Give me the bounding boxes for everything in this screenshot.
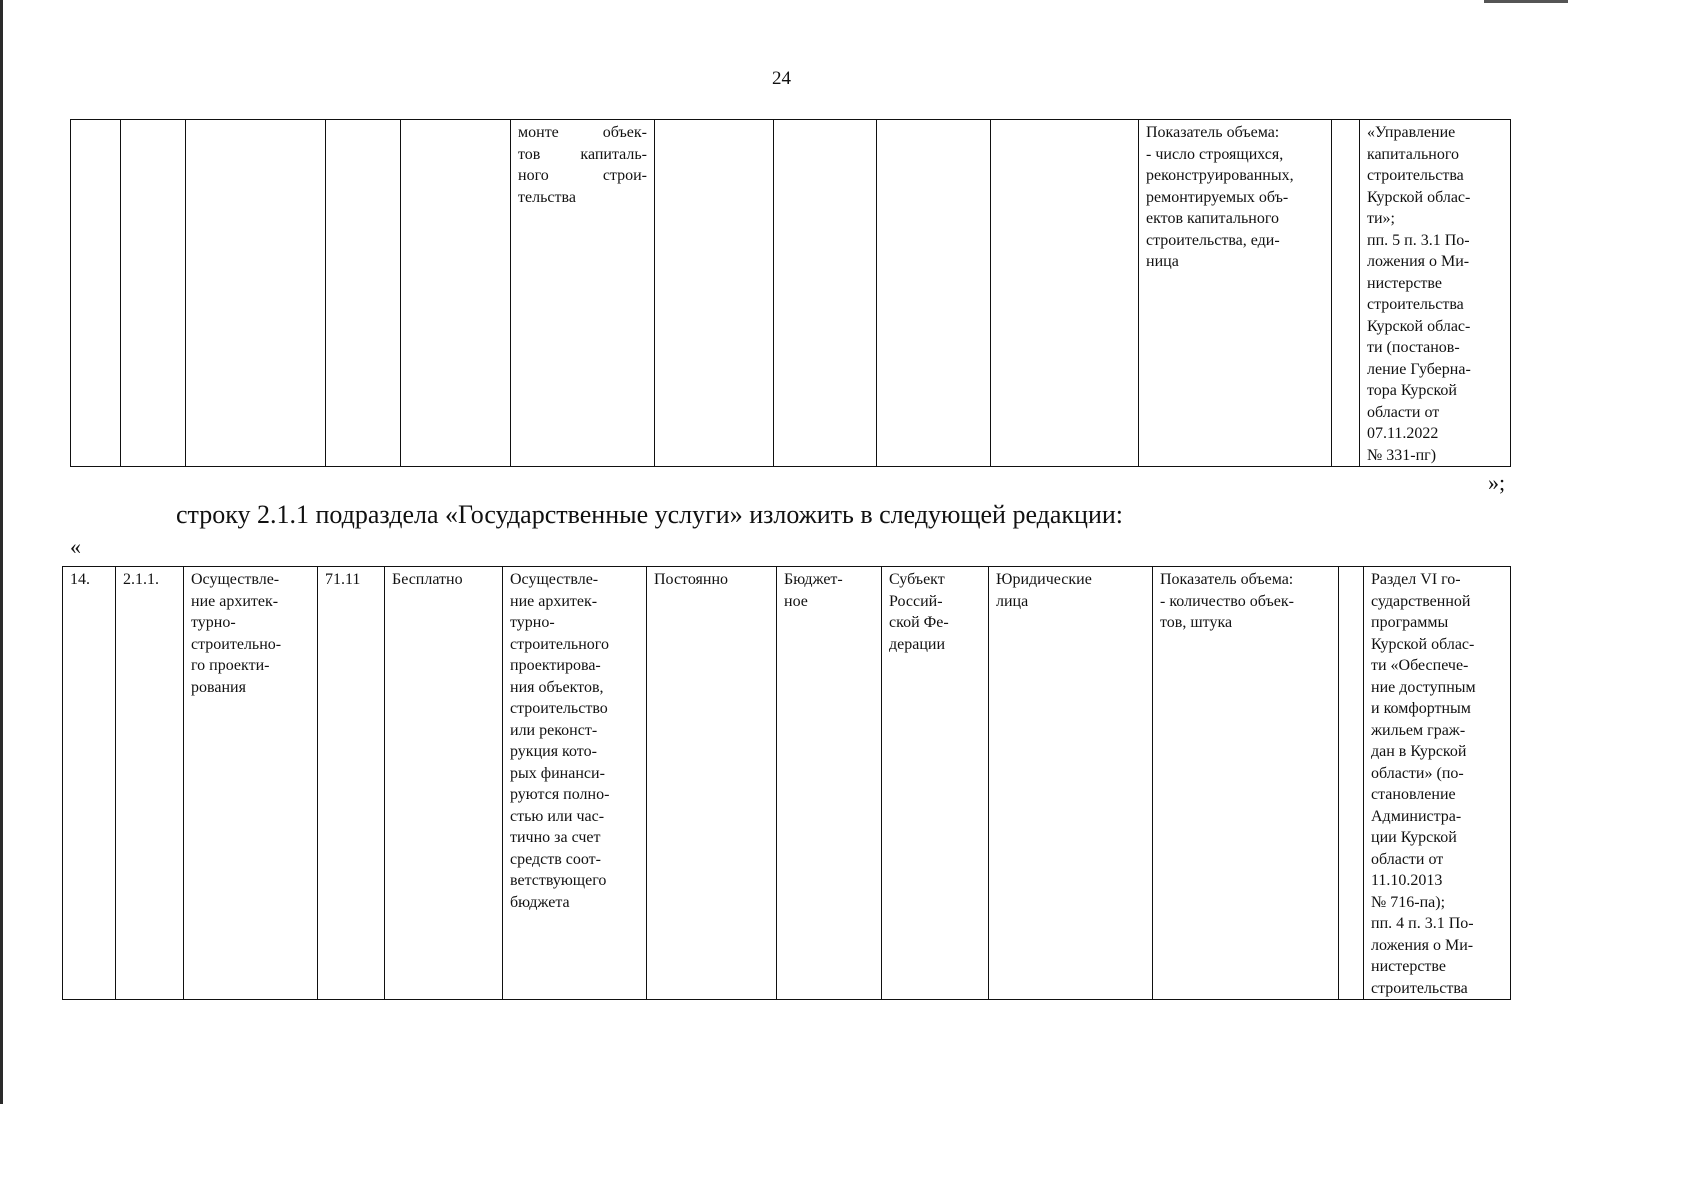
- cell-basis: Раздел VI го- сударственной программы Курской облас- ти «Обеспече- ние доступным и комфортным жильем граж- дан в Курской области» (по- становление Администра- ции Курской области от 11.10.2013 № 716-па); пп. 4 п. 3.1 По- ложения о Ми- нистерстве строительства: [1364, 567, 1511, 1000]
- cell-content: Осуществле- ние архитек- турно- строительного проектирова- ния объектов, строительство или реконст- рукция кото- рых финанси- руются полно- стью или час- тично за счет средств соот- ветствующего бюджета: [503, 567, 647, 1000]
- instruction-text: строку 2.1.1 подраздела «Государственные услуги» изложить в следующей редакции:: [176, 500, 1124, 529]
- cell-period: [655, 120, 774, 467]
- scan-border-left: [0, 0, 3, 1104]
- cell-name: [186, 120, 326, 467]
- cell-level: Субъект Россий- ской Фе- дерации: [882, 567, 989, 1000]
- cell-name: Осуществле- ние архитек- турно- строительно- го проекти- рования: [184, 567, 318, 1000]
- table-row: [63, 567, 1511, 1000]
- cell-level: [877, 120, 991, 467]
- opening-quote: «: [70, 534, 81, 559]
- cell-budget-type: [774, 120, 877, 467]
- table-new-row: [62, 566, 1511, 1000]
- cell-empty: [1339, 567, 1364, 1000]
- cell-number: [71, 120, 121, 467]
- cell-empty: [1332, 120, 1360, 467]
- cell-consumers: [991, 120, 1139, 467]
- cell-content: монте объек- тов капиталь- ного строи- тельства: [511, 120, 655, 467]
- cell-period: Постоянно: [647, 567, 777, 1000]
- cell-indicator: Показатель объема: - количество объек- тов, штука: [1153, 567, 1339, 1000]
- table-continuation: [70, 119, 1511, 467]
- cell-code: [121, 120, 186, 467]
- cell-okved: 71.11: [318, 567, 385, 1000]
- page-number: 24: [772, 68, 791, 89]
- cell-payment: [401, 120, 511, 467]
- cell-budget-type: Бюджет- ное: [777, 567, 882, 1000]
- scan-border-top: [1484, 0, 1568, 3]
- cell-number: 14.: [63, 567, 116, 1000]
- cell-consumers: Юридические лица: [989, 567, 1153, 1000]
- cell-basis: «Управление капитального строительства Курской облас- ти»; пп. 5 п. 3.1 По- ложения о Ми- нистерстве строительства Курской облас- ти (постанов- ление Губерна- тора Курской области от 07.11.2022 № 331-пг): [1360, 120, 1511, 467]
- table-row: [71, 120, 1511, 467]
- cell-payment: Бесплатно: [385, 567, 503, 1000]
- closing-quote: »;: [1488, 470, 1506, 495]
- cell-indicator: Показатель объема: - число строящихся, реконструированных, ремонтируемых объ- ектов капитального строительства, еди- ница: [1139, 120, 1332, 467]
- cell-code: 2.1.1.: [116, 567, 184, 1000]
- cell-okved: [326, 120, 401, 467]
